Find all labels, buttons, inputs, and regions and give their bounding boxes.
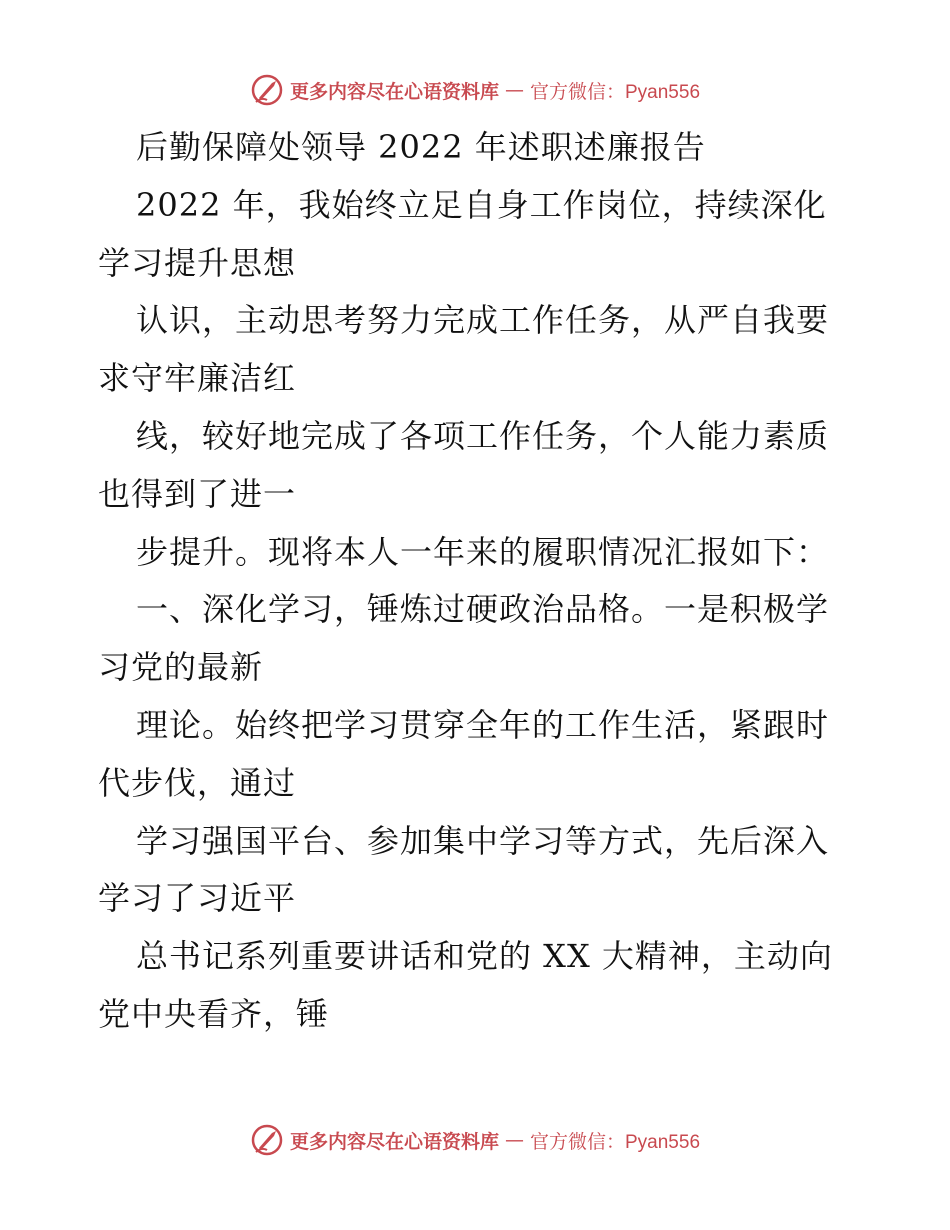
text-line: 代步伐，通过 xyxy=(98,763,297,802)
header-banner xyxy=(0,70,950,110)
document-title: 后勤保障处领导 2022 年述职述廉报告 xyxy=(136,128,706,166)
banner-account: 官方微信：Pyan556 xyxy=(530,81,701,103)
text-line: 求守牢廉洁红 xyxy=(98,359,297,398)
text-line: 总书记系列重要讲话和党的 XX 大精神，主动向 xyxy=(136,937,833,976)
text-line: 习党的最新 xyxy=(98,648,264,687)
text-line: 线，较好地完成了各项工作任务，个人能力素质 xyxy=(136,416,830,455)
text-line: 认识，主动思考努力完成工作任务，从严自我要 xyxy=(136,301,830,340)
text-line: 党中央看齐，锤 xyxy=(98,994,330,1033)
text-line: 步提升。现将本人一年来的履职情况汇报如下： xyxy=(136,532,830,571)
text-line: 一、深化学习，锤炼过硬政治品格。一是积极学 xyxy=(136,590,830,629)
banner-separator: — xyxy=(505,1129,524,1151)
banner-text: 更多内容尽在心语资料库 xyxy=(289,80,499,103)
quill-logo-icon xyxy=(250,73,284,107)
text-line: 理论。始终把学习贯穿全年的工作生活，紧跟时 xyxy=(136,705,830,744)
text-line: 学习强国平台、参加集中学习等方式，先后深入 xyxy=(136,821,830,860)
quill-logo-icon xyxy=(250,1123,284,1157)
document-body xyxy=(98,119,858,1044)
banner-separator: — xyxy=(505,79,524,101)
text-line: 学习了习近平 xyxy=(98,879,297,918)
text-line: 学习提升思想 xyxy=(98,243,297,282)
footer-banner xyxy=(0,1120,950,1160)
text-line: 也得到了进一 xyxy=(98,474,297,513)
banner-text: 更多内容尽在心语资料库 xyxy=(289,1130,499,1153)
text-line: 2022 年，我始终立足自身工作岗位，持续深化 xyxy=(136,185,827,224)
banner-account: 官方微信：Pyan556 xyxy=(530,1131,701,1153)
